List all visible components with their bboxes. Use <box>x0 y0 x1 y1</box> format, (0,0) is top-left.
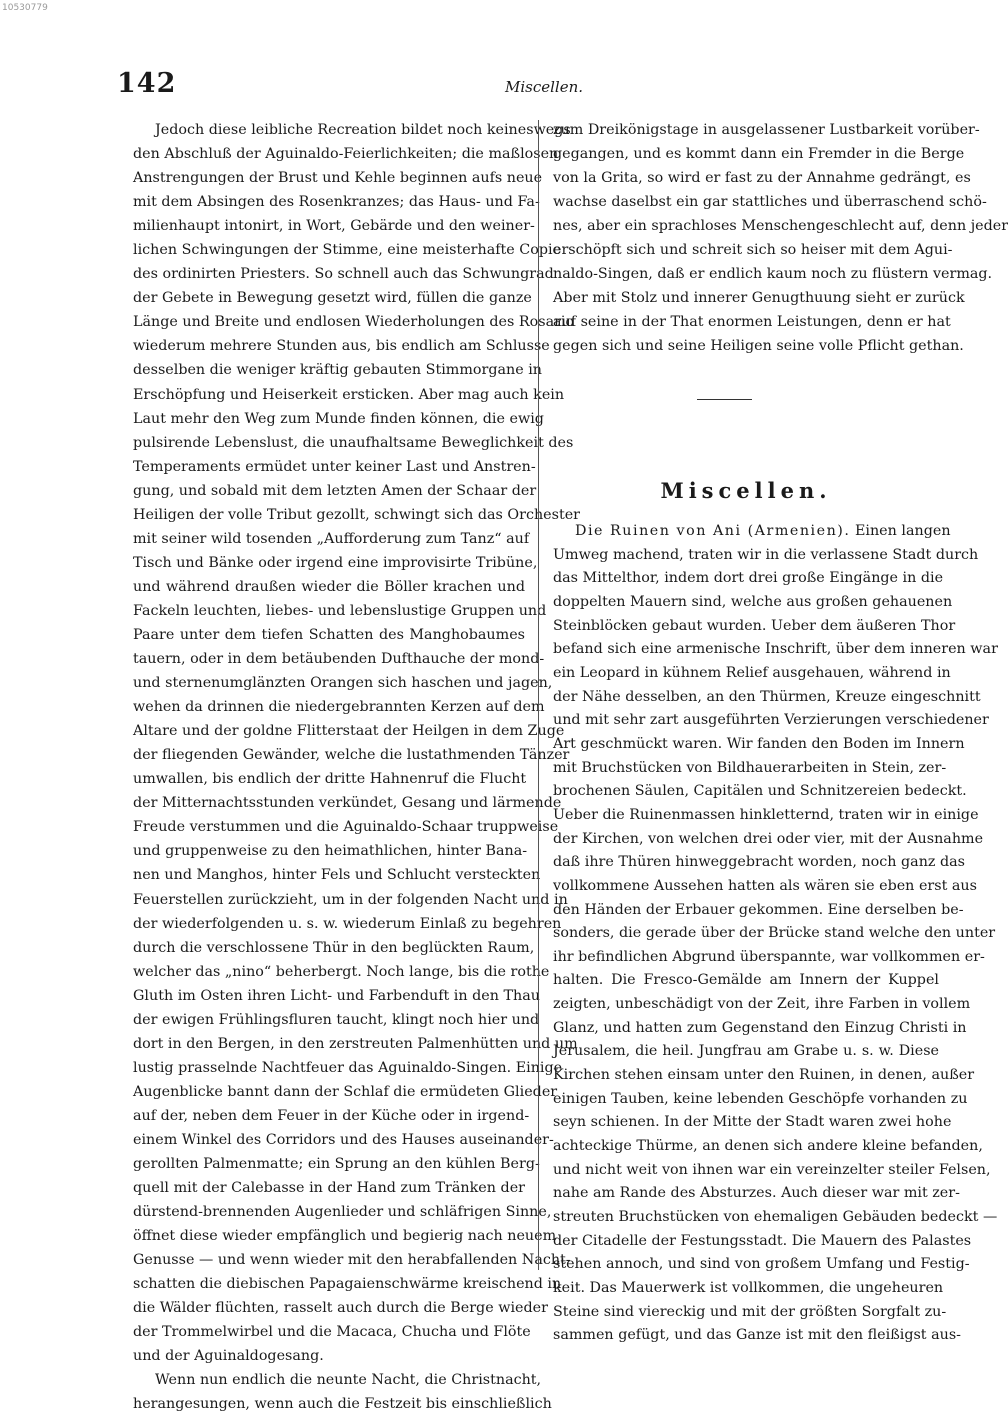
text-line: der Trommelwirbel und die Macaca, Chucha und Flöte <box>133 1324 531 1341</box>
text-line: und nicht weit von ihnen war ein vereinzelter steiler Felsen, <box>553 1161 991 1178</box>
text-line: der wiederfolgenden u. s. w. wiederum Einlaß zu begehren <box>133 915 562 932</box>
page-number: 142 <box>117 68 177 99</box>
right-column-top <box>553 118 1008 358</box>
text-line: mit dem Absingen des Rosenkranzes; das Haus- und Fa- <box>133 194 540 211</box>
text-line: gegangen, und es kommt dann ein Fremder in die Berge <box>553 146 965 163</box>
text-line: Art geschmückt waren. Wir fanden den Boden im Innern <box>553 735 965 752</box>
text-line: mit Bruchstücken von Bildhauerarbeiten in Stein, zer- <box>553 759 947 776</box>
text-line: und sternenumglänzten Orangen sich haschen und jagen, <box>133 675 553 692</box>
text-line: Kirchen stehen einsam unter den Ruinen, in denen, außer <box>553 1067 975 1084</box>
text-line: wiederum mehrere Stunden aus, bis endlich am Schlusse <box>133 338 550 355</box>
text-line: Länge und Breite und endlosen Wiederholungen des Rosario <box>133 314 575 331</box>
text-line: halten. Die Fresco-Gemälde am Innern der Kuppel <box>553 972 939 989</box>
text-line: milienhaupt intonirt, in Wort, Gebärde und den weiner- <box>133 218 535 235</box>
text-line: Altare und der goldne Flitterstaat der Heilgen in dem Zuge <box>133 723 565 740</box>
text-line: lichen Schwingungen der Stimme, eine meisterhafte Copie <box>133 242 562 259</box>
text-line: der Nähe desselben, an den Thürmen, Kreuze eingeschnitt <box>553 688 981 705</box>
text-line: ein Leopard in kühnem Relief ausgehauen, während in <box>553 664 951 681</box>
text-line: Temperaments ermüdet unter keiner Last und Anstren- <box>133 458 536 475</box>
text-line: durch die verschlossene Thür in den beglückten Raum, <box>133 939 535 956</box>
text-line: zeigten, unbeschädigt von der Zeit, ihre Farben in vollem <box>553 996 971 1013</box>
text-line: sonders, die gerade über der Brücke stand welche den unter <box>553 925 996 942</box>
text-line: die Wälder flüchten, rasselt auch durch die Berge wieder <box>133 1300 548 1317</box>
text-line: wehen da drinnen die niedergebrannten Kerzen auf dem <box>133 699 545 716</box>
text-line: daß ihre Thüren hinweggebracht worden, noch ganz das <box>553 854 965 871</box>
text-line: keit. Das Mauerwerk ist vollkommen, die ungeheuren <box>553 1280 944 1296</box>
text-line: nes, aber ein sprachloses Menschengeschlecht auf, denn jeder <box>553 218 1008 235</box>
text-line: das Mittelthor, indem dort drei große Eingänge in die <box>553 570 944 587</box>
text-line: ihr befindlichen Abgrund überspannte, war vollkommen er- <box>553 948 985 965</box>
column-divider <box>538 120 539 1270</box>
text-line: umwallen, bis endlich der dritte Hahnenruf die Flucht <box>133 771 527 788</box>
scan-id: 10530779 <box>2 3 48 13</box>
section-divider <box>697 399 752 400</box>
text-line: vollkommene Aussehen hatten als wären sie eben erst aus <box>553 877 977 894</box>
text-line: Ueber die Ruinenmassen hinkletternd, traten wir in einige <box>553 806 979 823</box>
text-line: erschöpft sich und schreit sich so heiser mit dem Agui- <box>553 242 953 259</box>
text-line: wachse daselbst ein gar stattliches und überraschend schö- <box>553 194 987 211</box>
text-line: sammen gefügt, und das Ganze ist mit den fleißigst aus- <box>553 1327 961 1344</box>
text-line: von la Grita, so wird er fast zu der Annahme gedrängt, es <box>553 170 971 187</box>
text-line: lustig prasselnde Nachtfeuer das Aguinaldo-Singen. Einige <box>133 1059 563 1076</box>
text-line: und der Aguinaldogesang. <box>133 1348 324 1365</box>
text-line: schatten die diebischen Papagaienschwärme kreischend in <box>133 1276 562 1293</box>
text-line: streuten Bruchstücken von ehemaligen Gebäuden bedeckt — <box>553 1209 998 1226</box>
text-line: und während draußen wieder die Böller krachen und <box>133 578 525 595</box>
section-title: Miscellen. <box>660 478 832 503</box>
text-line: und gruppenweise zu den heimathlichen, hinter Bana- <box>133 843 528 860</box>
text-line: Aber mit Stolz und innerer Genugthuung sieht er zurück <box>553 290 965 307</box>
text-line: den Händen der Erbauer gekommen. Eine derselben be- <box>553 901 964 918</box>
text-line: auf der, neben dem Feuer in der Küche oder in irgend- <box>133 1107 530 1124</box>
text-line: Jerusalem, die heil. Jungfrau am Grabe u. s. w. Diese <box>553 1043 939 1060</box>
text-line: Laut mehr den Weg zum Munde finden können, die ewig <box>133 410 544 427</box>
text-line: der ewigen Frühlingsfluren taucht, klingt noch hier und <box>133 1011 540 1028</box>
text-line: Fackeln leuchten, liebes- und lebenslustige Gruppen und <box>133 602 547 619</box>
text-line: der Gebete in Bewegung gesetzt wird, füllen die ganze <box>133 290 532 307</box>
text-line: den Abschluß der Aguinaldo-Feierlichkeiten; die maßlosen <box>133 146 559 163</box>
text-line: stehen annoch, und sind von großem Umfang und Festig- <box>553 1256 970 1273</box>
text-line: Wenn nun endlich die neunte Nacht, die Christnacht, <box>155 1372 542 1389</box>
text-line: Augenblicke bannt dann der Schlaf die ermüdeten Glieder <box>133 1083 558 1100</box>
text-line: seyn schienen. In der Mitte der Stadt waren zwei hohe <box>553 1114 952 1131</box>
text-line: herangesungen, wenn auch die Festzeit bis einschließlich <box>133 1396 552 1413</box>
text-line: der Kirchen, von welchen drei oder vier, mit der Ausnahme <box>553 830 984 847</box>
text-line: nahe am Rande des Absturzes. Auch dieser war mit zer- <box>553 1185 960 1202</box>
text-line: achteckige Thürme, an denen sich andere kleine befanden, <box>553 1138 983 1155</box>
text-line: Freude verstummen und die Aguinaldo-Schaar truppweise <box>133 819 559 836</box>
text-line: Jedoch diese leibliche Recreation bildet noch keineswegs <box>155 122 571 138</box>
text-line: öffnet diese wieder empfänglich und begierig nach neuem <box>133 1228 557 1245</box>
article-body <box>553 520 998 1348</box>
text-line: pulsirende Lebenslust, die unaufhaltsame Beweglichkeit des <box>133 434 574 451</box>
text-line: dort in den Bergen, in den zerstreuten Palmenhütten und um <box>133 1035 578 1052</box>
text-line: nen und Manghos, hinter Fels und Schlucht versteckten <box>133 867 541 884</box>
text-line: Paare unter dem tiefen Schatten des Manghobaumes <box>133 626 525 643</box>
article-lead-rest: Einen langen <box>854 523 951 539</box>
text-line: gegen sich und seine Heiligen seine volle Pflicht gethan. <box>553 338 964 355</box>
text-line: quell mit der Calebasse in der Hand zum Tränken der <box>133 1180 525 1197</box>
text-line: welcher das „nino“ beherbergt. Noch lange, bis die rothe <box>133 963 550 980</box>
text-line: des ordinirten Priesters. So schnell auch das Schwungrad <box>133 266 554 283</box>
article-lead: Die Ruinen von Ani (Armenien). <box>575 523 851 539</box>
text-line: Feuerstellen zurückzieht, um in der folgenden Nacht und in <box>133 891 568 908</box>
text-line: auf seine in der That enormen Leistungen, denn er hat <box>553 314 951 331</box>
text-line: brochenen Säulen, Capitälen und Schnitzereien bedeckt. <box>553 783 967 800</box>
left-column <box>133 118 581 1417</box>
text-line: der Citadelle der Festungsstadt. Die Mauern des Palastes <box>553 1232 972 1249</box>
text-line: Heiligen der volle Tribut gezollt, schwingt sich das Orchester <box>133 506 581 523</box>
text-line: tauern, oder in dem betäubenden Dufthauche der mond- <box>133 651 545 668</box>
text-line: desselben die weniger kräftig gebauten Stimmorgane in <box>133 362 543 379</box>
article-first-line <box>553 520 951 544</box>
text-line: der Mitternachtsstunden verkündet, Gesang und lärmende <box>133 795 562 812</box>
text-line: befand sich eine armenische Inschrift, über dem inneren war <box>553 641 998 658</box>
text-line: Anstrengungen der Brust und Kehle beginnen aufs neue <box>133 170 543 187</box>
text-line: Umweg machend, traten wir in die verlassene Stadt durch <box>553 546 979 563</box>
text-line: doppelten Mauern sind, welche aus großen gehauenen <box>553 593 953 610</box>
text-line: Steinblöcken gebaut wurden. Ueber dem äußeren Thor <box>553 617 956 634</box>
text-line: und mit sehr zart ausgeführten Verzierungen verschiedener <box>553 712 989 729</box>
text-line: Erschöpfung und Heiserkeit ersticken. Aber mag auch kein <box>133 386 565 403</box>
text-line: einigen Tauben, keine lebenden Geschöpfe vorhanden zu <box>553 1090 968 1107</box>
text-line: Gluth im Osten ihren Licht- und Farbenduft in den Thau <box>133 987 540 1004</box>
text-line: gerollten Palmenmatte; ein Sprung an den kühlen Berg- <box>133 1156 540 1173</box>
text-line: Genusse — und wenn wieder mit den herabfallenden Nacht- <box>133 1252 571 1269</box>
text-line: Glanz, und hatten zum Gegenstand den Einzug Christi in <box>553 1019 967 1036</box>
text-line: Tisch und Bänke oder irgend eine improvisirte Tribüne, <box>133 554 538 571</box>
text-line: zum Dreikönigstage in ausgelassener Lustbarkeit vorüber- <box>553 122 980 138</box>
text-line: mit seiner wild tosenden „Aufforderung zum Tanz“ auf <box>133 530 530 547</box>
text-line: naldo-Singen, daß er endlich kaum noch zu flüstern vermag. <box>553 266 993 283</box>
text-line: gung, und sobald mit dem letzten Amen der Schaar der <box>133 482 537 499</box>
text-line: dürstend-brennenden Augenlieder und schläfrigen Sinne, <box>133 1204 552 1221</box>
running-head: Miscellen. <box>505 78 584 96</box>
text-line: einem Winkel des Corridors und des Hauses auseinander- <box>133 1131 554 1148</box>
text-line: Steine sind viereckig und mit der größten Sorgfalt zu- <box>553 1303 947 1320</box>
text-line: der fliegenden Gewänder, welche die lustathmenden Tänzer <box>133 747 570 764</box>
